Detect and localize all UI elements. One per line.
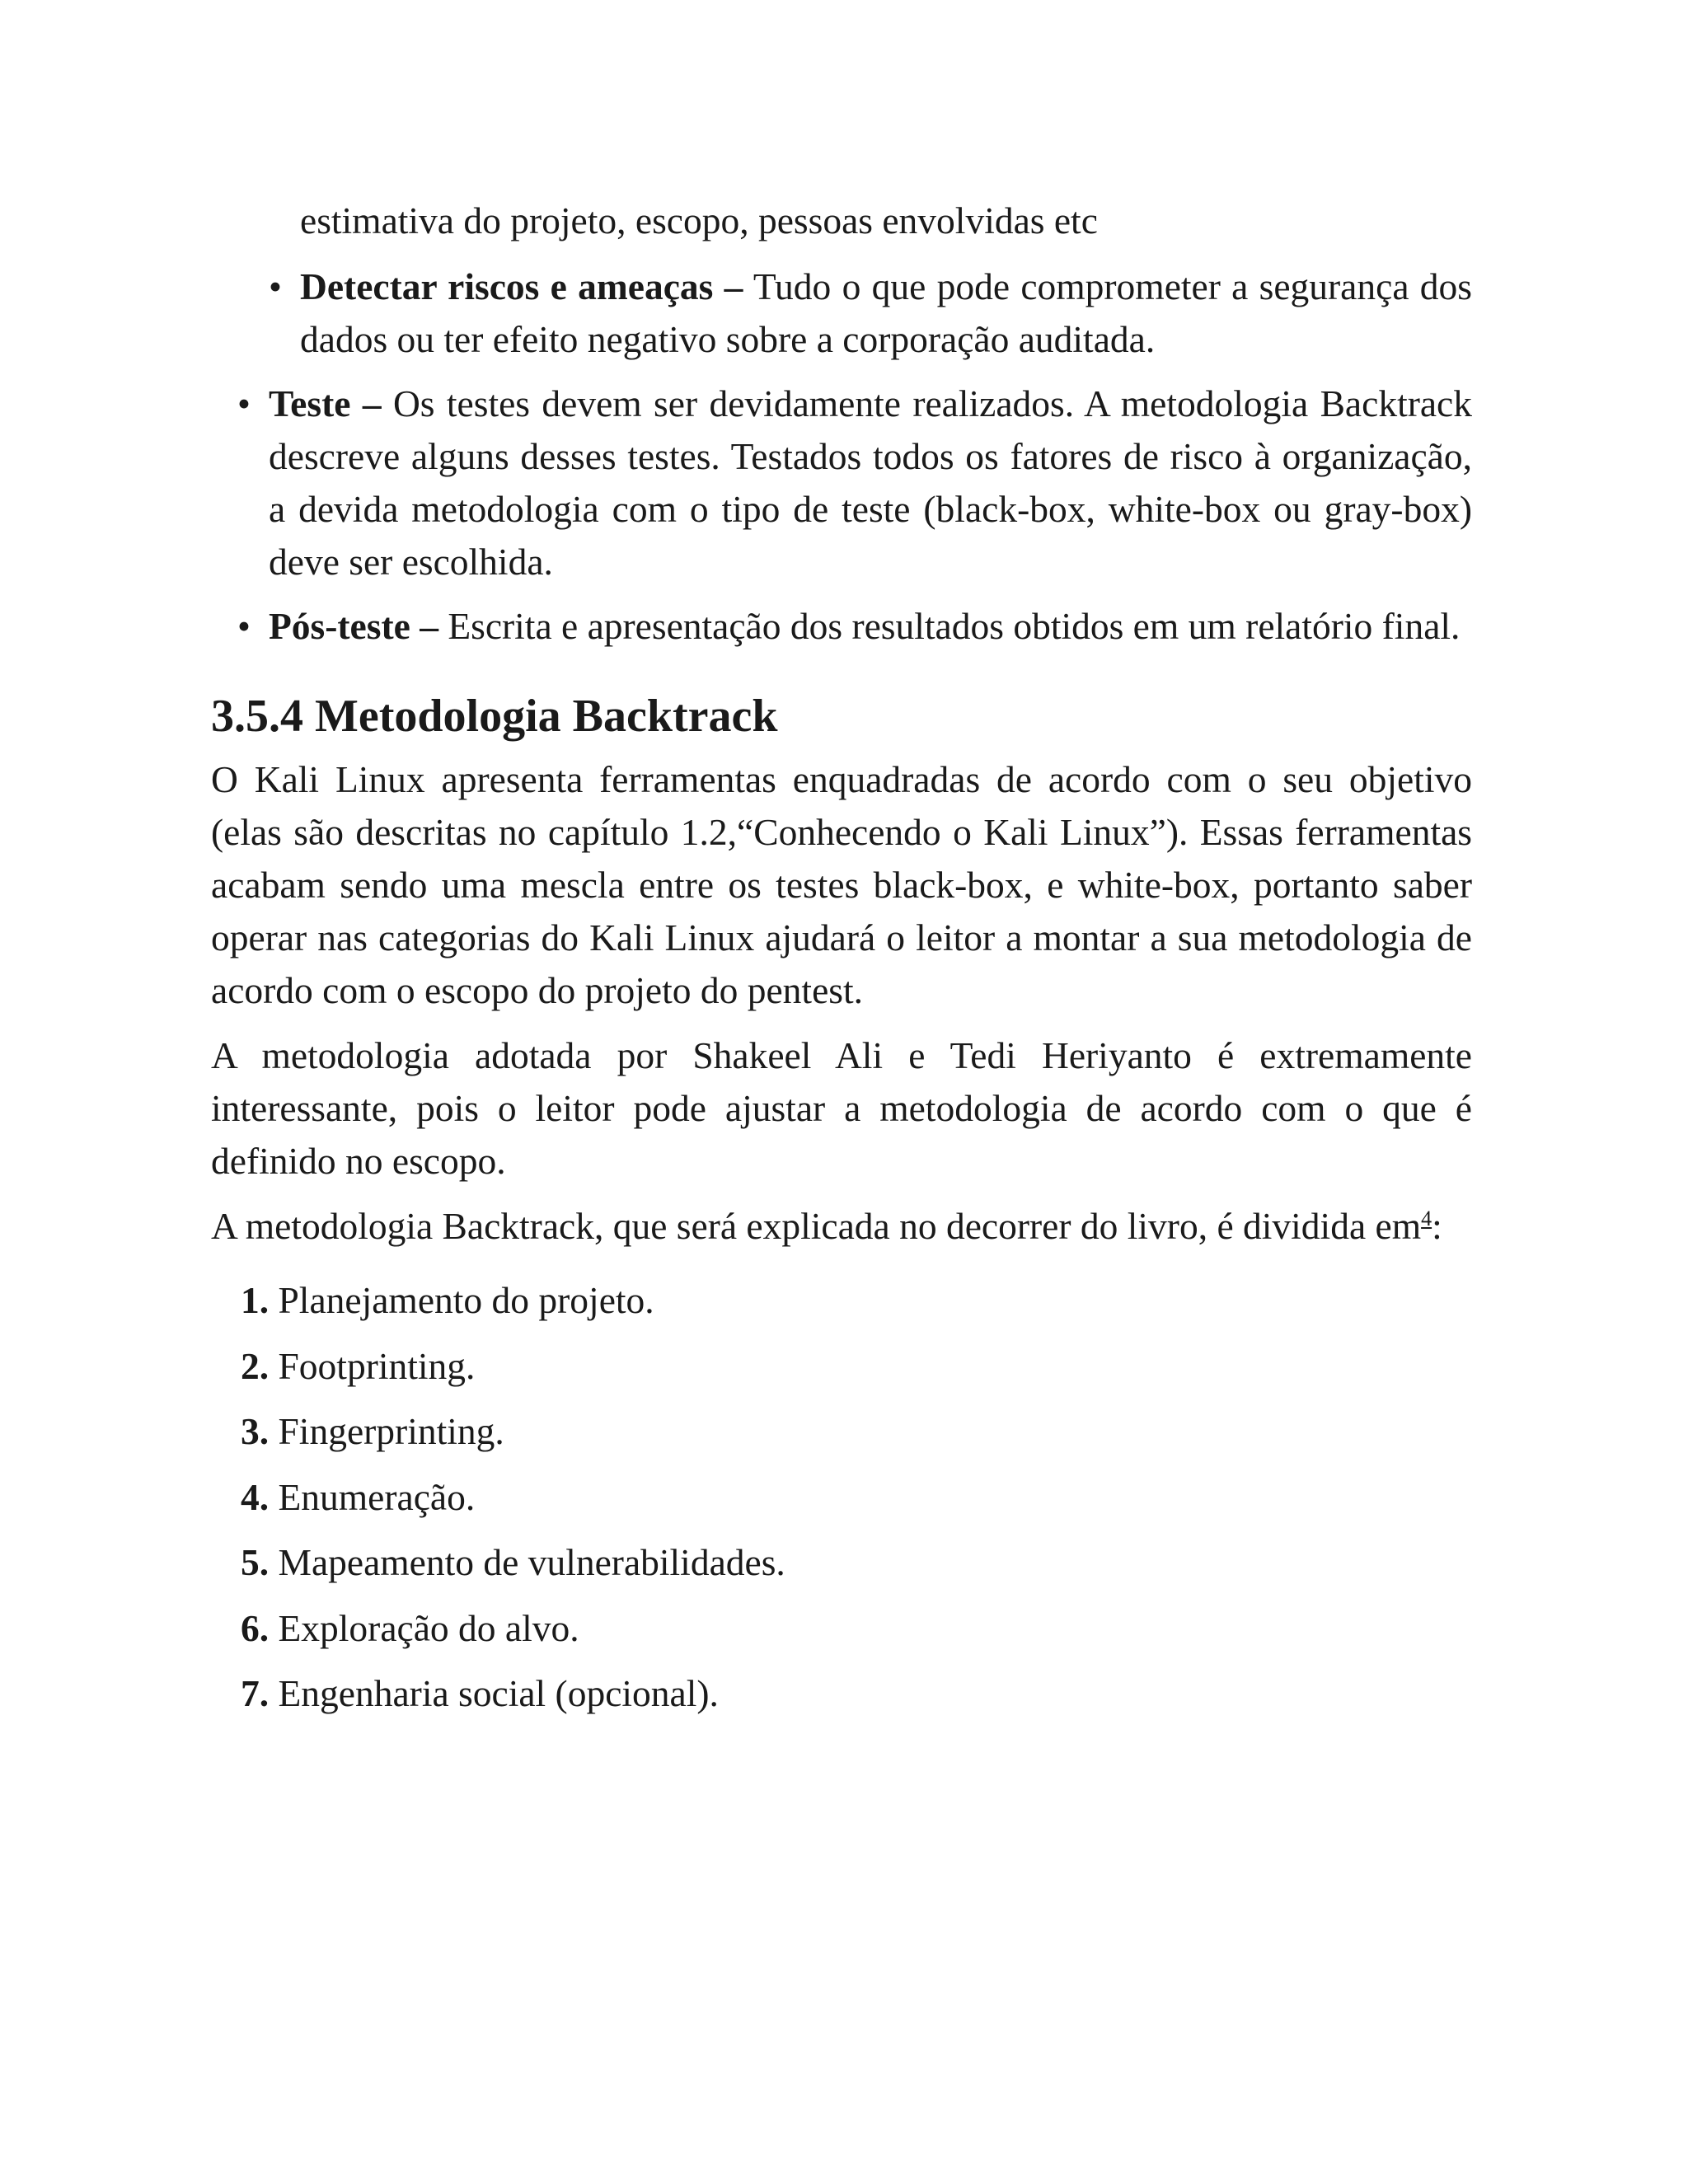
steps-list [211,1274,1472,1720]
list-item [241,1274,1472,1327]
section-heading: 3.5.4 Metodologia Backtrack [211,691,778,742]
paragraph: O Kali Linux apresenta ferramentas enquadradas de acordo com o seu objetivo (elas são descritas no capítulo 1.2,“Conhecendo o Kali Linux”). Essas ferramentas acabam sendo uma mescla entre os testes black-box, e white-box, portanto saber operar nas categorias do Kali Linux ajudará o leitor a montar a sua metodologia de acordo com o escopo do projeto do pentest. [211,758,1472,1011]
bullet-icon: • [237,382,251,424]
bullet-dash: – [420,605,438,647]
bullet-text: Escrita e apresentação dos resultados obtidos em um relatório final. [448,605,1461,647]
list-number: 7. [241,1672,270,1714]
bullet-term: Pós-teste [269,605,410,647]
list-number: 2. [241,1344,270,1387]
list-text: Footprinting. [278,1344,476,1387]
bullet-item-test [211,377,1472,588]
bullet-item-risks [211,260,1472,366]
list-text: Planejamento do projeto. [278,1279,654,1321]
list-number: 6. [241,1606,270,1649]
intro-text: A metodologia Backtrack, que será explicada no decorrer do livro, é dividida em [211,1205,1422,1247]
bullet-term: Detectar riscos e ameaças [300,265,714,307]
list-number: 1. [241,1279,270,1321]
list-number: 4. [241,1475,270,1518]
page-content [211,194,1472,1733]
list-item [241,1602,1472,1655]
list-text: Engenharia social (opcional). [278,1672,719,1714]
bullet-text: Os testes devem ser devidamente realizados. A metodologia Backtrack descreve alguns desses testes. Testados todos os fatores de risco à organização, a devida metodologia com o tipo de teste (black-box, white-box ou gray-box) deve ser escolhida. [269,382,1473,583]
list-number: 3. [241,1410,270,1452]
bullet-term: Teste [269,382,351,424]
list-text: Enumeração. [278,1475,476,1518]
paragraph: A metodologia adotada por Shakeel Ali e Tedi Heriyanto é extremamente interessante, pois o leitor pode ajustar a metodologia de acordo com o que é definido no escopo. [211,1034,1472,1182]
list-item [241,1471,1472,1524]
intro-colon: : [1432,1205,1442,1247]
bullet-icon: • [269,265,282,307]
list-item [241,1667,1472,1720]
paragraph-intro [211,1200,1472,1253]
list-number: 5. [241,1541,270,1583]
list-text: Exploração do alvo. [278,1606,579,1649]
footnote-link[interactable]: 4 [1421,1206,1432,1230]
bullet-item-post-test [211,600,1472,653]
list-text: Fingerprinting. [278,1410,504,1452]
list-text: Mapeamento de vulnerabilidades. [278,1541,785,1583]
list-item [241,1340,1472,1393]
bullet-icon: • [237,605,251,647]
bullet-dash: – [362,382,382,424]
bullet-dash: – [724,265,743,307]
bullet-text: Tudo o que pode comprometer a segurança dos dados ou ter efeito negativo sobre a corporação auditada. [300,265,1473,360]
continued-text: estimativa do projeto, escopo, pessoas envolvidas etc [300,199,1098,241]
list-item [241,1536,1472,1589]
list-item [241,1405,1472,1458]
